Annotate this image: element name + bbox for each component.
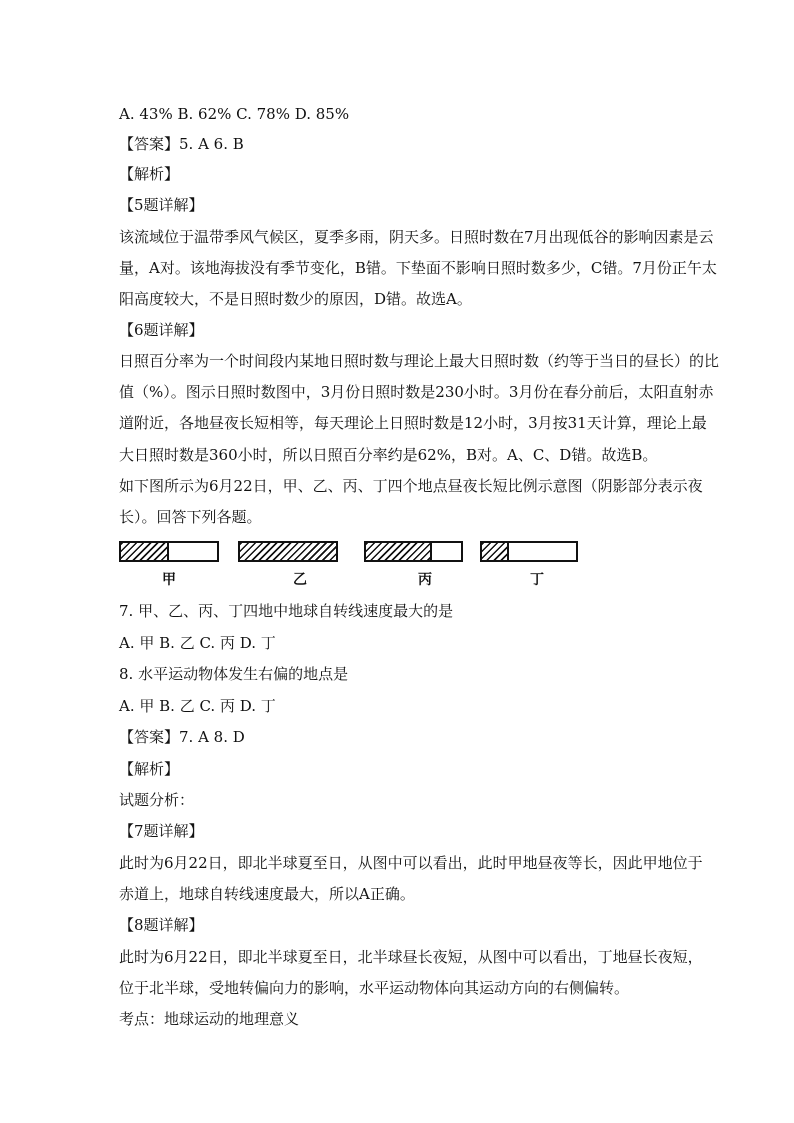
answer-7-8: 【答案】7. A 8. D: [119, 728, 245, 746]
q6-detail-line-2: 值（%）。图示日照时数图中，3月份日照时数是230小时。3月份在春分前后，太阳直射赤: [119, 383, 714, 401]
answer-5-6: 【答案】5. A 6. B: [119, 135, 244, 153]
q7-detail-line-1: 此时为6月22日，即北半球夏至日，从图中可以看出，此时甲地昼夜等长，因此甲地位于: [119, 854, 703, 872]
q8-detail-heading: 【8题详解】: [119, 916, 204, 934]
night-shade-yi: [240, 543, 336, 560]
night-shade-ding: [482, 543, 509, 560]
q8-detail-line-1: 此时为6月22日，即北半球夏至日，北半球昼长夜短，从图中可以看出，丁地昼长夜短，: [119, 948, 703, 966]
q7-options: A. 甲 B. 乙 C. 丙 D. 丁: [119, 634, 276, 652]
q5-detail-heading: 【5题详解】: [119, 196, 204, 214]
label-jia: 甲: [162, 572, 176, 588]
analysis-heading-2: 【解析】: [119, 760, 180, 778]
q5-detail-line-3: 阳高度较大，不是日照时数少的原因，D错。故选A。: [119, 290, 472, 308]
bar-ding: [480, 541, 578, 562]
q7-detail-heading: 【7题详解】: [119, 822, 204, 840]
label-ding: 丁: [530, 572, 544, 588]
q7-stem: 7. 甲、乙、丙、丁四地中地球自转线速度最大的是: [119, 602, 454, 620]
q6-detail-line-4: 大日照时数是360小时，所以日照百分率约是62%，B对。A、C、D错。故选B。: [119, 446, 658, 464]
q8-options: A. 甲 B. 乙 C. 丙 D. 丁: [119, 697, 276, 715]
q5-detail-line-1: 该流域位于温带季风气候区，夏季多雨，阴天多。日照时数在7月出现低谷的影响因素是云: [119, 228, 714, 246]
bar-yi: [238, 541, 338, 562]
q5-detail-line-2: 量，A对。该地海拔没有季节变化，B错。下垫面不影响日照时数多少，C错。7月份正午太: [119, 259, 717, 277]
q8-detail-line-2: 位于北半球，受地转偏向力的影响，水平运动物体向其运动方向的右侧偏转。: [119, 979, 630, 997]
intro-line-2: 长）。回答下列各题。: [119, 508, 262, 526]
q8-stem: 8. 水平运动物体发生右偏的地点是: [119, 665, 349, 683]
label-yi: 乙: [293, 572, 307, 588]
analysis-note: 试题分析：: [119, 791, 195, 809]
night-shade-jia: [121, 543, 169, 560]
bar-jia: [119, 541, 219, 562]
bar-bing: [364, 541, 463, 562]
q6-detail-heading: 【6题详解】: [119, 321, 204, 339]
day-night-ratio-diagram: [119, 541, 599, 591]
q6-detail-line-1: 日照百分率为一个时间段内某地日照时数与理论上最大日照时数（约等于当日的昼长）的比: [119, 352, 720, 370]
label-bing: 丙: [418, 572, 432, 588]
q7-detail-line-2: 赤道上，地球自转线速度最大，所以A正确。: [119, 885, 415, 903]
q6-detail-line-3: 道附近，各地昼夜长短相等，每天理论上日照时数是12小时，3月按31天计算，理论上最: [119, 414, 707, 432]
night-shade-bing: [366, 543, 432, 560]
topic-note: 考点：地球运动的地理意义: [119, 1010, 300, 1028]
analysis-heading: 【解析】: [119, 165, 180, 183]
q6-options: A. 43% B. 62% C. 78% D. 85%: [119, 105, 350, 123]
intro-line-1: 如下图所示为6月22日，甲、乙、丙、丁四个地点昼夜长短比例示意图（阴影部分表示夜: [119, 477, 703, 495]
